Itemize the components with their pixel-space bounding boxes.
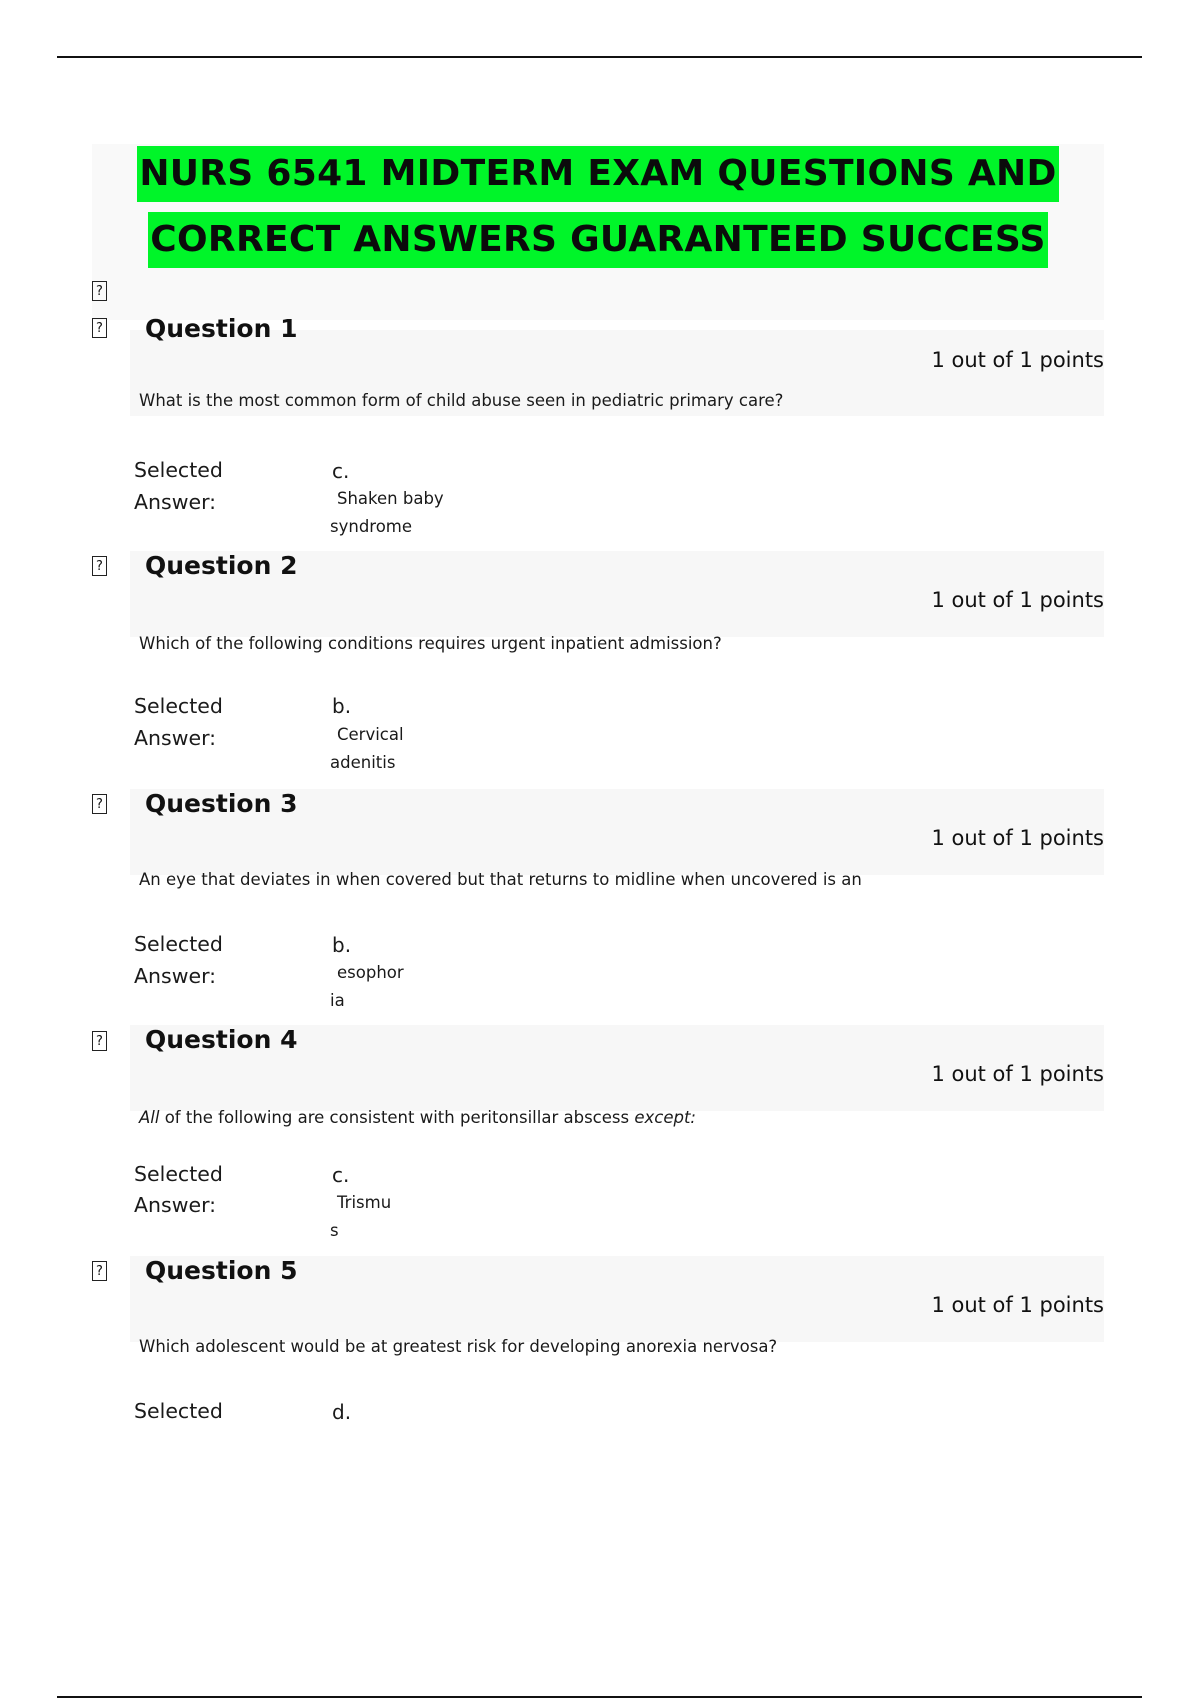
question-mark-icon: ? (92, 794, 107, 814)
question-title: Question 5 (145, 1256, 298, 1285)
page-title-line-2: CORRECT ANSWERS GUARANTEED SUCCESS (148, 212, 1047, 268)
selected-label: Selected (134, 458, 223, 482)
answer-letter: b. (332, 694, 352, 718)
answer-letter: c. (332, 459, 350, 483)
answer-text (330, 721, 404, 777)
answer-label: Answer: (134, 964, 217, 988)
top-rule (57, 56, 1142, 58)
answer-line: Cervical (337, 725, 404, 744)
answer-text (330, 1189, 391, 1245)
question-points: 1 out of 1 points (931, 588, 1104, 612)
answer-text (330, 959, 404, 1015)
question-text (139, 1108, 696, 1127)
question-points: 1 out of 1 points (931, 348, 1104, 372)
answer-letter: d. (332, 1400, 352, 1424)
question-mark-icon: ? (92, 318, 107, 338)
answer-label: Answer: (134, 726, 217, 750)
question-mark-icon: ? (92, 1261, 107, 1281)
bottom-rule (57, 1696, 1142, 1698)
answer-letter: b. (332, 933, 352, 957)
question-text-italic: All (139, 1108, 160, 1127)
answer-letter: c. (332, 1163, 350, 1187)
question-text: What is the most common form of child abuse seen in pediatric primary care? (139, 391, 784, 410)
selected-label: Selected (134, 1162, 223, 1186)
question-mark-icon: ? (92, 556, 107, 576)
selected-label: Selected (134, 932, 223, 956)
answer-line: esophor (337, 963, 404, 982)
question-title: Question 3 (145, 789, 298, 818)
question-mark-icon: ? (92, 281, 107, 301)
question-title: Question 4 (145, 1025, 298, 1054)
title-block (92, 144, 1104, 320)
answer-line: s (330, 1221, 339, 1240)
question-points: 1 out of 1 points (931, 1062, 1104, 1086)
question-title: Question 2 (145, 551, 298, 580)
page-title-line-1: NURS 6541 MIDTERM EXAM QUESTIONS AND (137, 146, 1058, 202)
selected-label: Selected (134, 1399, 223, 1423)
question-points: 1 out of 1 points (931, 1293, 1104, 1317)
answer-text (330, 485, 444, 541)
answer-line: Trismu (337, 1193, 392, 1212)
question-title: Question 1 (145, 314, 298, 343)
answer-label: Answer: (134, 1193, 217, 1217)
selected-label: Selected (134, 694, 223, 718)
question-text-italic: except: (634, 1108, 696, 1127)
answer-line: syndrome (330, 517, 413, 536)
question-mark-icon: ? (92, 1031, 107, 1051)
answer-line: Shaken baby (337, 489, 444, 508)
answer-label: Answer: (134, 490, 217, 514)
answer-line: ia (330, 991, 345, 1010)
question-points: 1 out of 1 points (931, 826, 1104, 850)
question-text-body: of the following are consistent with peritonsillar abscess (159, 1108, 635, 1127)
question-text: Which adolescent would be at greatest risk for developing anorexia nervosa? (139, 1337, 778, 1356)
question-text: An eye that deviates in when covered but that returns to midline when uncovered is an (139, 870, 862, 889)
answer-line: adenitis (330, 753, 396, 772)
question-text: Which of the following conditions requires urgent inpatient admission? (139, 634, 722, 653)
